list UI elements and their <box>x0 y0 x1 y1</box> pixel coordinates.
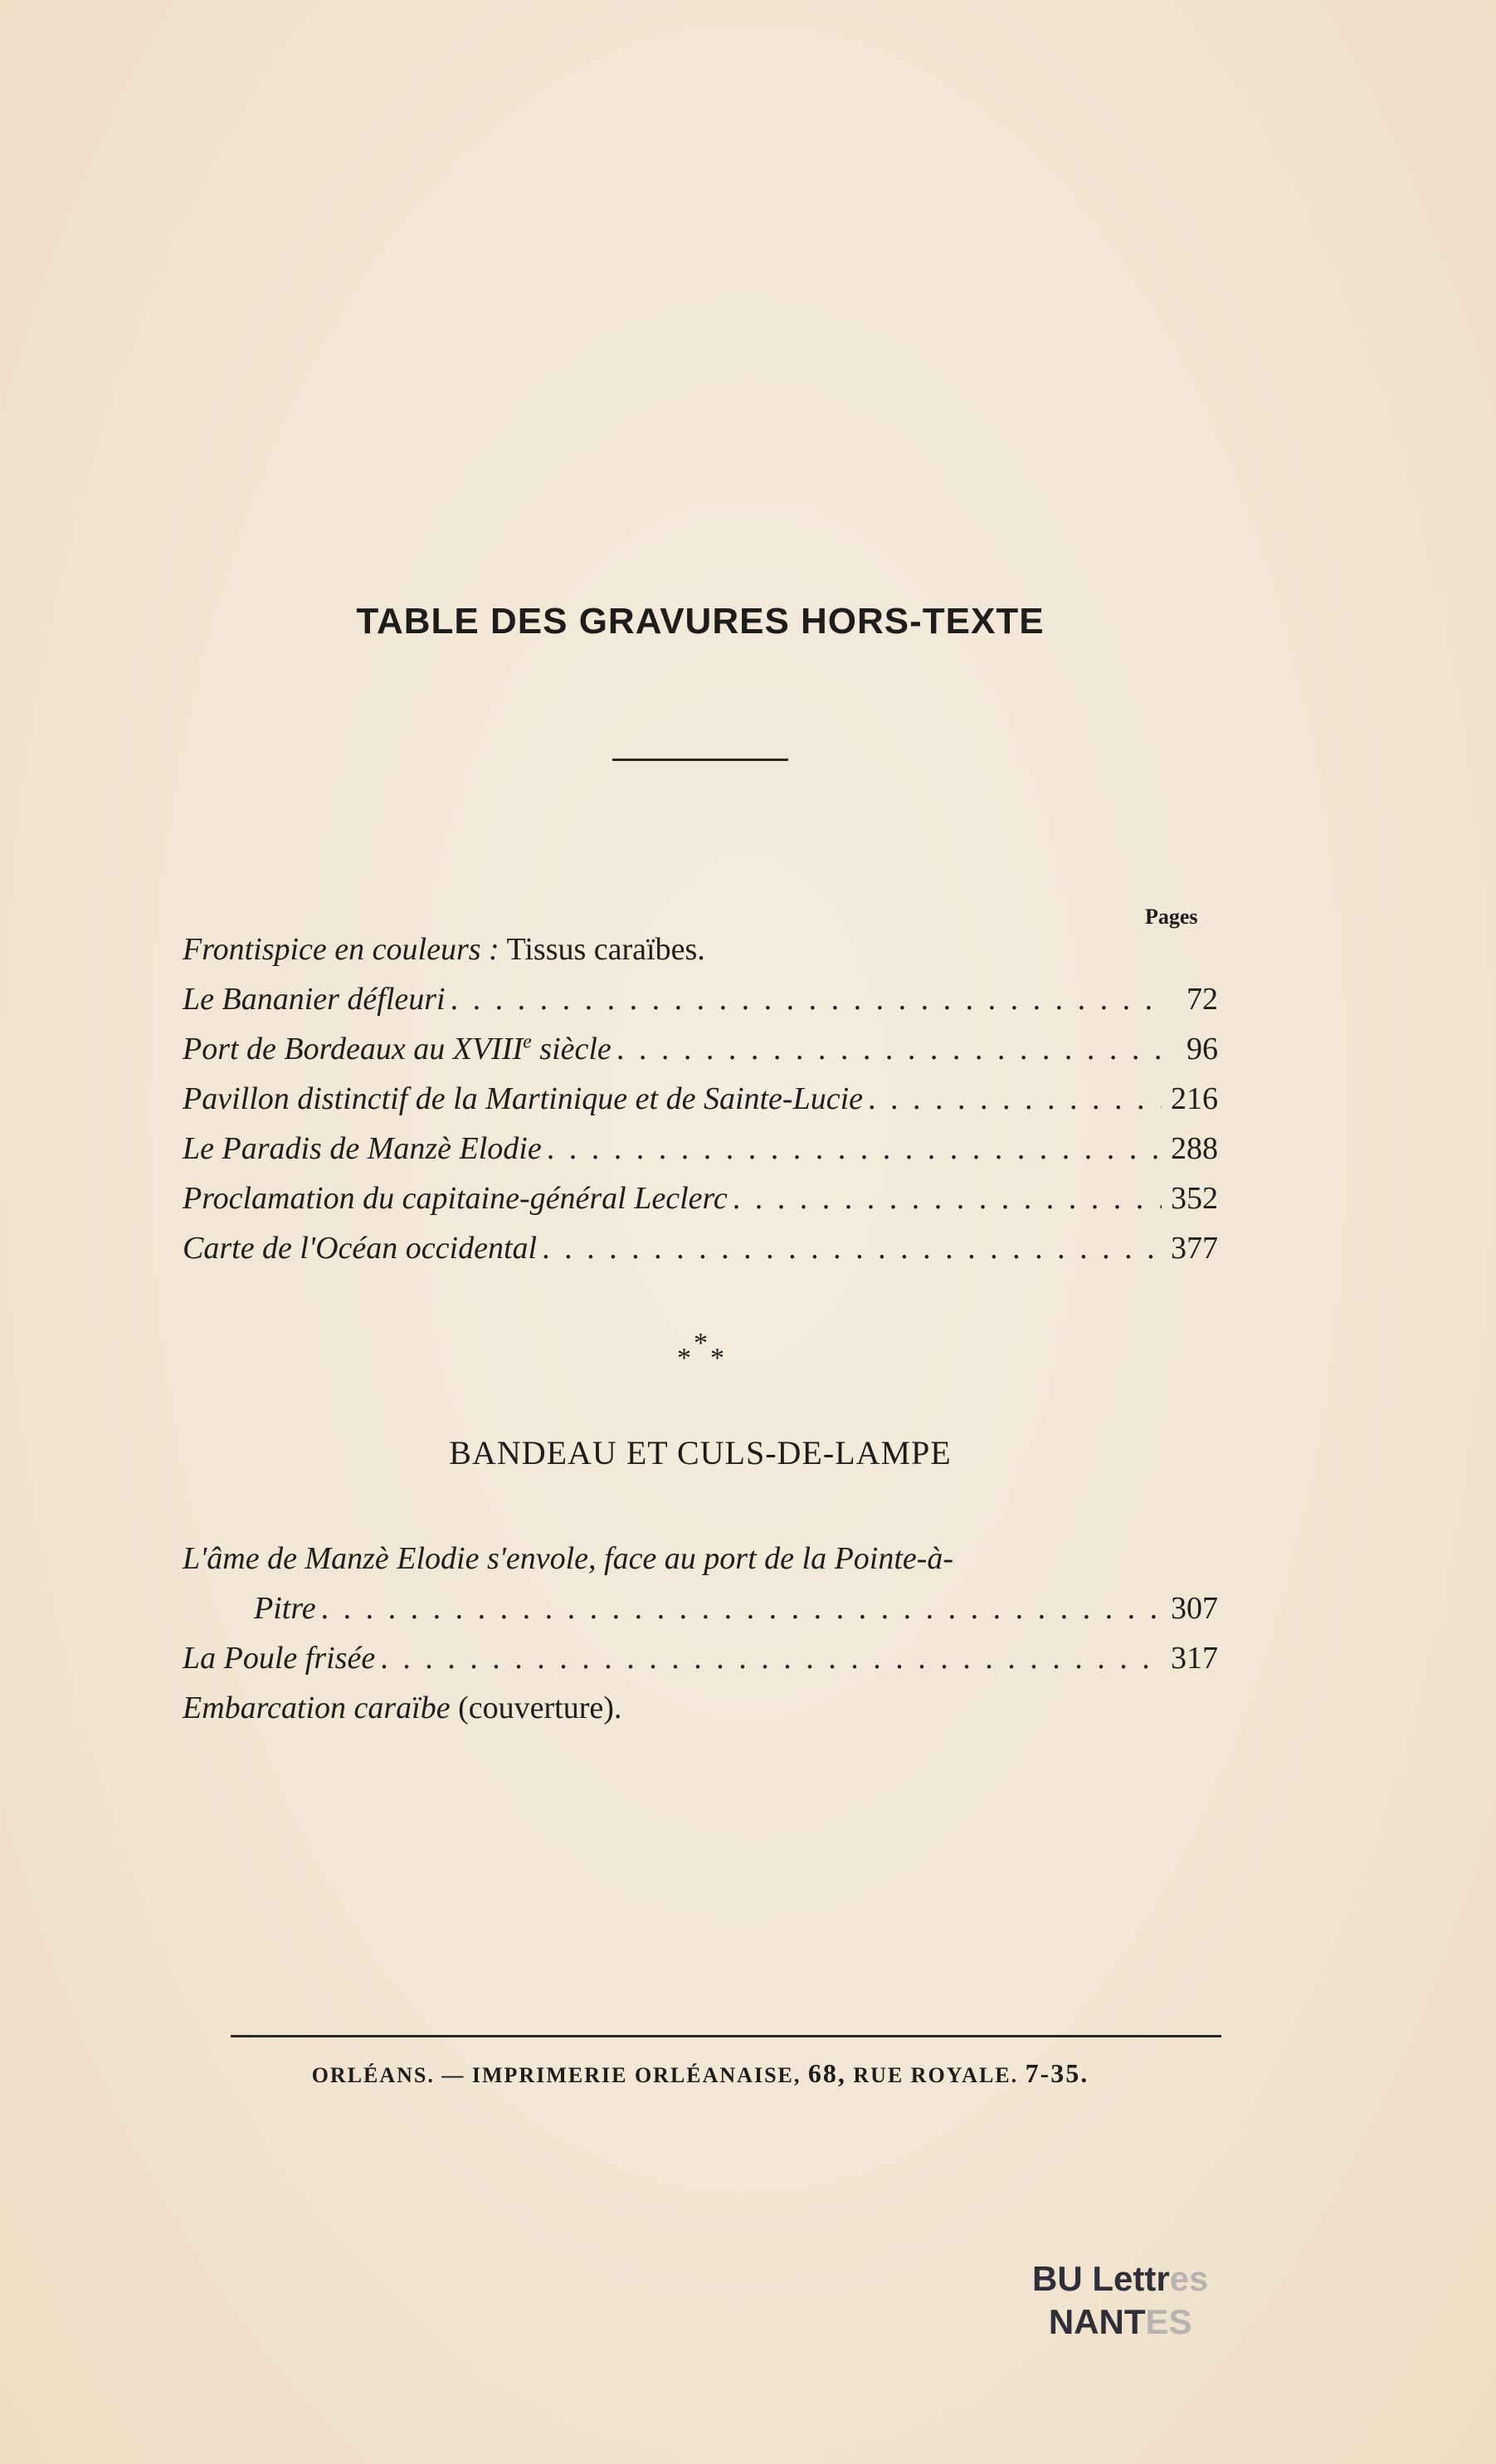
dot-leader <box>542 1230 1162 1266</box>
plate-page-number: 377 <box>1171 1231 1218 1266</box>
plate-title: Pavillon distinctif de la Martinique et de Sainte-Lucie <box>183 1081 864 1116</box>
plate-item <box>183 1180 1218 1230</box>
ornament-page-number: 317 <box>1171 1641 1218 1676</box>
dot-leader <box>451 981 1162 1017</box>
library-stamp <box>1032 2257 1208 2344</box>
plate-item <box>183 1031 1218 1081</box>
imprint-dash: — <box>434 2063 472 2087</box>
plate-item <box>183 1130 1218 1180</box>
plate-title-suffix: siècle <box>531 1032 612 1066</box>
dot-leader <box>380 1640 1162 1676</box>
dot-leader <box>868 1081 1162 1117</box>
plate-title: Frontispice en couleurs : <box>183 932 499 967</box>
asterisk-glyph: * <box>694 1328 708 1359</box>
pages-column-label: Pages <box>1145 905 1198 929</box>
footer-rule <box>231 2035 1221 2037</box>
imprint-street: RUE ROYALE. <box>845 2063 1026 2087</box>
ornament-title: Embarcation caraïbe <box>183 1691 451 1725</box>
ornament-item <box>183 1540 1218 1590</box>
plate-page-number: 72 <box>1187 982 1218 1017</box>
page-title: TABLE DES GRAVURES HORS-TEXTE <box>356 601 1045 642</box>
dot-leader <box>321 1590 1162 1627</box>
dot-leader <box>733 1180 1162 1217</box>
plate-title: Port de Bordeaux au XVIII <box>183 1032 524 1066</box>
plate-title: Le Paradis de Manzè Elodie <box>183 1131 542 1166</box>
plate-title: Carte de l'Océan occidental <box>183 1231 538 1266</box>
plate-title-roman: Tissus caraïbes. <box>499 932 705 967</box>
asterisk-glyph: * <box>677 1343 691 1373</box>
ornament-page-number: 307 <box>1171 1591 1218 1626</box>
stamp-line-2: NANTES <box>1048 2302 1192 2341</box>
plate-page-number: 288 <box>1171 1131 1218 1166</box>
plate-page-number: 352 <box>1171 1181 1218 1216</box>
plate-page-number: 216 <box>1171 1081 1218 1116</box>
asterism-separator <box>669 1328 735 1386</box>
printer-imprint <box>0 2058 1401 2089</box>
section-title: BANDEAU ET CULS-DE-LAMPE <box>449 1434 952 1471</box>
asterisk-glyph: * <box>710 1343 724 1373</box>
plate-title: Proclamation du capitaine-général Leclerc <box>183 1181 728 1216</box>
imprint-code: 7-35. <box>1025 2058 1089 2088</box>
ornament-item-continuation <box>183 1590 1218 1640</box>
imprint-number: 68, <box>807 2058 846 2088</box>
plate-item <box>183 1230 1218 1280</box>
plates-list <box>183 931 1218 1280</box>
plate-item <box>183 1081 1218 1130</box>
plate-title: Le Bananier défleuri <box>183 982 446 1017</box>
ornament-title-line1: L'âme de Manzè Elodie s'envole, face au port de la Pointe-à- <box>183 1541 954 1576</box>
ornament-title-roman: (couverture). <box>450 1691 622 1725</box>
plate-item <box>183 931 1218 981</box>
ornament-item <box>183 1640 1218 1690</box>
dot-leader <box>616 1031 1162 1067</box>
imprint-city: ORLÉANS. <box>311 2063 435 2087</box>
plate-title-superscript: e <box>523 1031 532 1053</box>
ornaments-list <box>183 1540 1218 1739</box>
ornament-title: La Poule frisée <box>183 1641 376 1676</box>
dot-leader <box>547 1130 1162 1167</box>
plate-page-number: 96 <box>1187 1032 1218 1066</box>
ornament-title-line2: Pitre <box>254 1591 316 1626</box>
plate-item <box>183 981 1218 1031</box>
stamp-line-1: BU Lettres <box>1032 2259 1209 2298</box>
imprint-printer: IMPRIMERIE ORLÉANAISE, <box>471 2063 808 2087</box>
ornament-item <box>183 1690 1218 1739</box>
title-divider <box>612 759 788 761</box>
